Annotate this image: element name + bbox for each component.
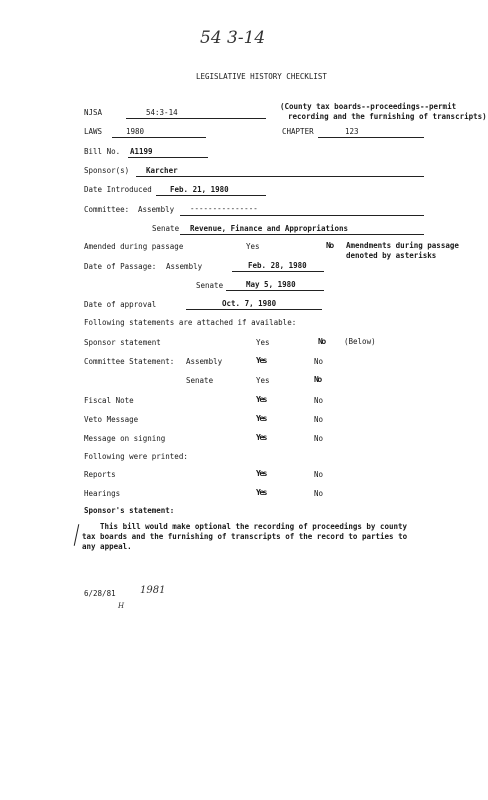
committee-statement-senate-struck-no: No <box>314 375 321 384</box>
footer-small-mark: H <box>118 602 125 610</box>
subject-line-2: recording and the furnishing of transcripts) <box>288 112 487 121</box>
veto-message-label: Veto Message <box>84 415 139 424</box>
amended-note-1: Amendments during passage <box>346 241 459 250</box>
footer-handwritten-year: 1981 <box>140 585 166 596</box>
amended-label: Amended during passage <box>84 242 184 251</box>
fiscal-note-no: No <box>314 396 324 405</box>
document-title: LEGISLATIVE HISTORY CHECKLIST <box>196 72 327 81</box>
statement-text-line-1: This bill would make optional the recording of proceedings by county <box>100 522 408 531</box>
following-printed-heading: Following were printed: <box>84 452 188 461</box>
statement-text-line-3: any appeal. <box>82 542 132 551</box>
committee-senate-label: Senate <box>152 224 180 233</box>
subject-line-1: (County tax boards--proceedings--permit <box>280 102 457 111</box>
hearings-no: No <box>314 489 324 498</box>
committee-assembly-value: --------------- <box>190 204 258 213</box>
veto-message-struck-yes: Yes <box>256 414 266 423</box>
passage-senate-underline <box>226 290 324 291</box>
committee-statement-senate-yes: Yes <box>256 376 270 385</box>
hearings-struck-yes: Yes <box>256 488 266 497</box>
approval-value: Oct. 7, 1980 <box>222 299 277 308</box>
footer-date: 6/28/81 <box>84 589 116 598</box>
date-introduced-underline <box>156 195 266 196</box>
sponsor-statement-label: Sponsor statement <box>84 338 161 347</box>
committee-assembly-label: Assembly <box>138 205 175 214</box>
sponsor-statement-yes: Yes <box>256 338 270 347</box>
chapter-label: CHAPTER <box>282 127 314 136</box>
laws-underline <box>112 137 206 138</box>
approval-label: Date of approval <box>84 300 157 309</box>
following-attached-heading: Following statements are attached if available: <box>84 318 297 327</box>
hearings-label: Hearings <box>84 489 121 498</box>
committee-statement-assembly-label: Assembly <box>186 357 223 366</box>
laws-value: 1980 <box>126 127 145 136</box>
fiscal-note-struck-yes: Yes <box>256 395 266 404</box>
fiscal-note-label: Fiscal Note <box>84 396 134 405</box>
sponsor-statement-heading: Sponsor's statement: <box>84 506 175 515</box>
date-introduced-label: Date Introduced <box>84 185 152 194</box>
passage-assembly-value: Feb. 28, 1980 <box>248 261 307 270</box>
laws-label: LAWS <box>84 127 103 136</box>
veto-message-no: No <box>314 415 324 424</box>
committee-senate-underline <box>180 234 424 235</box>
passage-assembly-underline <box>232 271 324 272</box>
committee-statement-assembly-struck-yes: Yes <box>256 356 266 365</box>
sponsor-value: Karcher <box>146 166 178 175</box>
chapter-underline <box>318 137 424 138</box>
signing-message-no: No <box>314 434 324 443</box>
njsa-underline <box>126 118 266 119</box>
amended-yes: Yes <box>246 242 260 251</box>
passage-assembly-label: Assembly <box>166 262 203 271</box>
handwritten-statute-number: 54 3-14 <box>200 28 266 48</box>
reports-no: No <box>314 470 324 479</box>
committee-statement-assembly-no: No <box>314 357 324 366</box>
committee-statement-label: Committee Statement: <box>84 357 175 366</box>
sponsor-statement-note: (Below) <box>344 337 376 346</box>
amended-note-2: denoted by asterisks <box>346 251 437 260</box>
statement-text-line-2: tax boards and the furnishing of transcripts of the record to parties to <box>82 532 408 541</box>
date-introduced-value: Feb. 21, 1980 <box>170 185 229 194</box>
committee-senate-value: Revenue, Finance and Appropriations <box>190 224 349 233</box>
chapter-value: 123 <box>345 127 359 136</box>
sponsor-underline <box>136 176 424 177</box>
approval-underline <box>186 309 322 310</box>
bill-value: A1199 <box>130 147 153 156</box>
sponsor-label: Sponsor(s) <box>84 166 130 175</box>
bill-underline <box>128 157 208 158</box>
njsa-value: 54:3-14 <box>146 108 178 117</box>
committee-label: Committee: <box>84 205 130 214</box>
signing-message-struck-yes: Yes <box>256 433 266 442</box>
committee-assembly-underline <box>180 215 424 216</box>
passage-senate-value: May 5, 1980 <box>246 280 296 289</box>
amended-struck-no: No <box>326 241 333 250</box>
signing-message-label: Message on signing <box>84 434 166 443</box>
reports-struck-yes: Yes <box>256 469 266 478</box>
njsa-label: NJSA <box>84 108 103 117</box>
reports-label: Reports <box>84 470 116 479</box>
sponsor-statement-struck-no: No <box>318 337 325 346</box>
passage-senate-label: Senate <box>196 281 224 290</box>
bill-label: Bill No. <box>84 147 121 156</box>
passage-label: Date of Passage: <box>84 262 157 271</box>
margin-bracket-mark <box>74 524 80 546</box>
committee-statement-senate-label: Senate <box>186 376 214 385</box>
